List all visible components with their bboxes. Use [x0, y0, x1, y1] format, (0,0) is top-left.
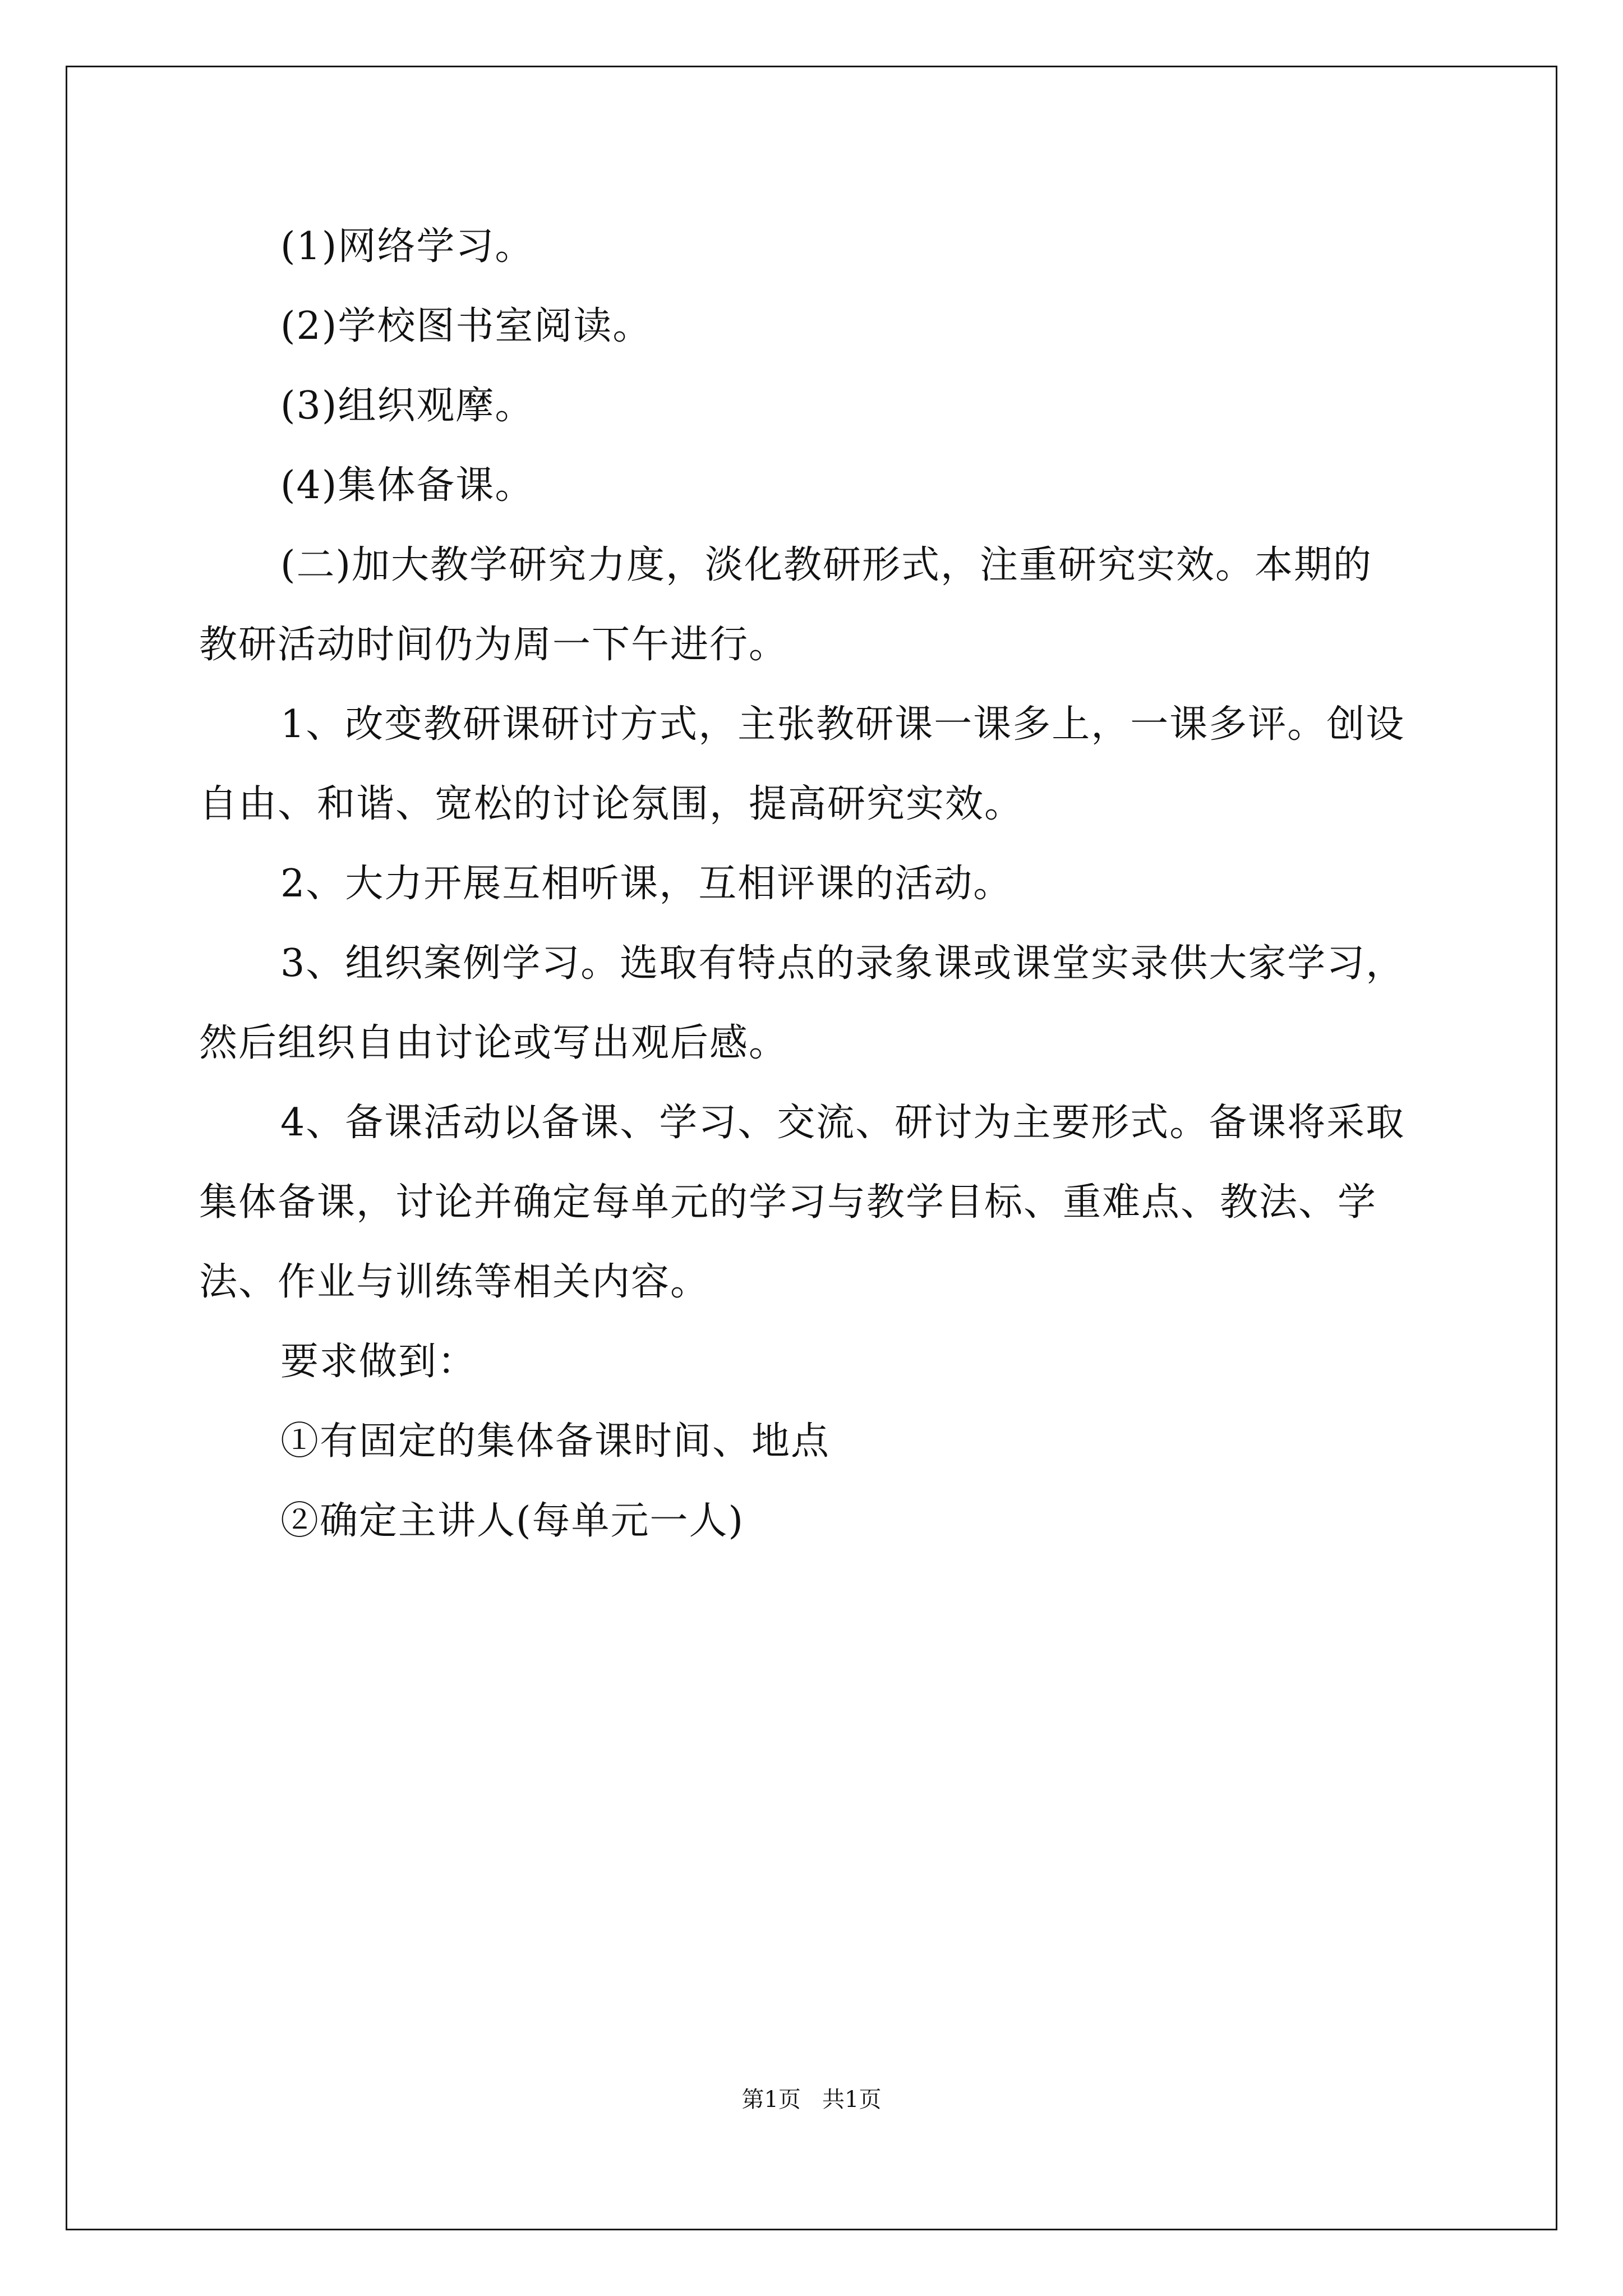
- requirement-item-2: ②确定主讲人(每单元一人): [280, 1499, 745, 1543]
- section-heading-line-2: 教研活动时间仍为周一下午进行。: [199, 623, 789, 667]
- requirement-item-1: ①有固定的集体备课时间、地点: [280, 1419, 831, 1464]
- paragraph-3-line-1: 3、组织案例学习。选取有特点的录象课或课堂实录供大家学习，: [280, 941, 1405, 986]
- list-item-library-reading: (2)学校图书室阅读。: [280, 304, 652, 348]
- section-heading-line-1: (二)加大教学研究力度，淡化教研形式，注重研究实效。本期的: [280, 543, 1373, 587]
- paragraph-4-line-3: 法、作业与训练等相关内容。: [199, 1260, 710, 1304]
- paragraph-3-line-2: 然后组织自由讨论或写出观后感。: [199, 1021, 789, 1065]
- list-item-network-learning: (1)网络学习。: [280, 224, 534, 269]
- paragraph-4-line-1: 4、备课活动以备课、学习、交流、研讨为主要形式。备课将采取: [280, 1101, 1405, 1145]
- paragraph-4-line-2: 集体备课，讨论并确定每单元的学习与教学目标、重难点、教法、学: [199, 1180, 1377, 1225]
- page-number-footer: 第1页 共1页: [741, 2087, 882, 2113]
- list-item-group-lesson-prep: (4)集体备课。: [280, 463, 534, 508]
- requirements-heading: 要求做到：: [280, 1340, 477, 1384]
- paragraph-2: 2、大力开展互相听课，互相评课的活动。: [280, 862, 1013, 906]
- paragraph-1-line-2: 自由、和谐、宽松的讨论氛围，提高研究实效。: [199, 782, 1024, 826]
- paragraph-1-line-1: 1、改变教研课研讨方式，主张教研课一课多上，一课多评。创设: [280, 702, 1405, 747]
- list-item-observation: (3)组织观摩。: [280, 384, 534, 428]
